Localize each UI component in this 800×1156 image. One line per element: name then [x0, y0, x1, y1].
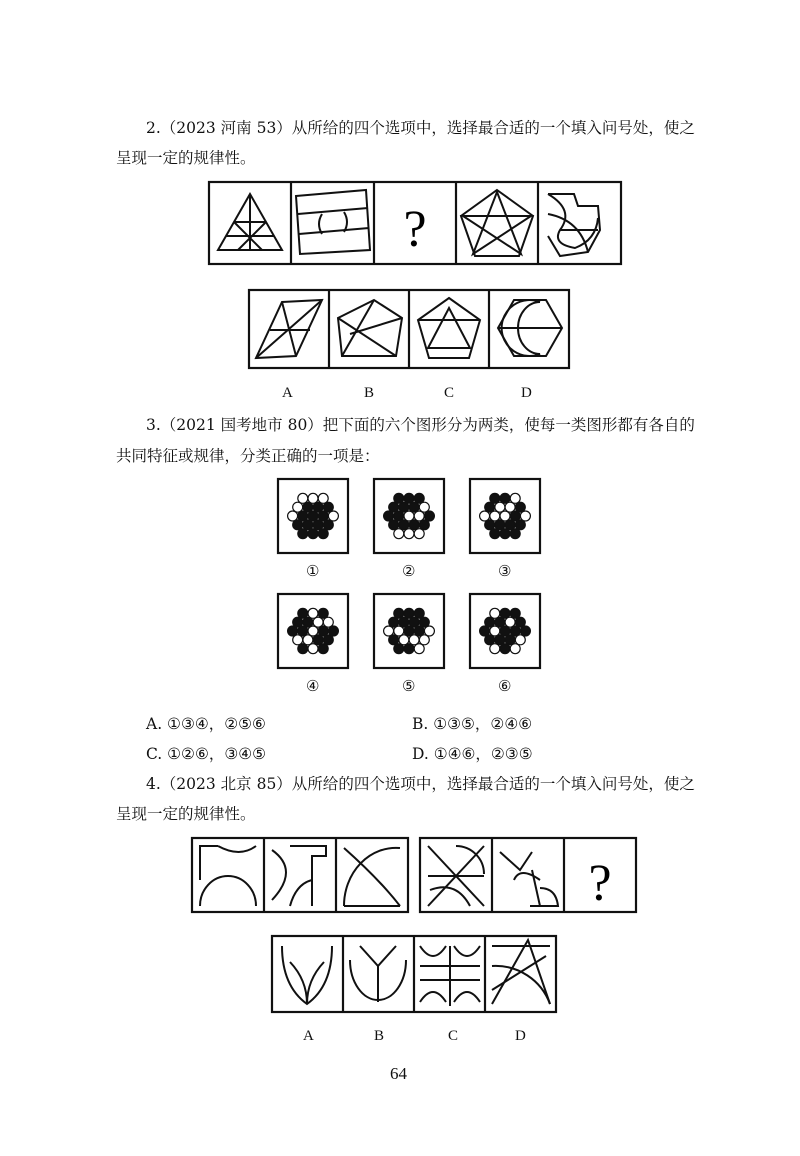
q3-label-3: ③: [498, 562, 512, 580]
q4-option-b-label[interactable]: B: [374, 1028, 385, 1044]
q4-option-a-label[interactable]: A: [303, 1028, 314, 1044]
q3-label-5: ⑤: [402, 677, 416, 695]
q4-option-d-figure: [492, 940, 550, 1004]
q4-option-b-figure: [350, 946, 406, 1002]
q4-option-c-figure: [420, 946, 480, 1006]
q3-choice-b[interactable]: B. ①③⑤，②④⑥: [412, 715, 533, 733]
page-number: 64: [390, 1064, 407, 1083]
q4-fig1: [200, 846, 256, 906]
q3-stem-line2: 共同特征或规律，分类正确的一项是：: [116, 447, 380, 465]
q4-option-c-label[interactable]: C: [448, 1028, 459, 1044]
q4-stem-line2: 呈现一定的规律性。: [116, 805, 256, 823]
q3-label-2: ②: [402, 562, 416, 580]
q4-fig4: [428, 846, 484, 906]
q2-question-mark: ?: [403, 201, 427, 258]
q4-fig3: [344, 848, 400, 906]
q2-option-a-label[interactable]: A: [282, 385, 293, 401]
q2-option-b-label[interactable]: B: [364, 385, 375, 401]
q4-question-mark: ?: [588, 855, 612, 912]
q2-stem-line1: 2.（2023 河南 53）从所给的四个选项中，选择最合适的一个填入问号处，使之: [146, 119, 695, 137]
q4-fig5: [500, 852, 558, 906]
q3-stem-line1: 3.（2021 国考地市 80）把下面的六个图形分为两类，使每一类图形都有各自的: [146, 416, 695, 434]
q2-stem-line2: 呈现一定的规律性。: [116, 149, 256, 167]
q3-choice-c[interactable]: C. ①②⑥，③④⑤: [146, 745, 267, 763]
q3-label-6: ⑥: [498, 677, 512, 695]
q2-option-c-label[interactable]: C: [444, 385, 455, 401]
q3-label-1: ①: [306, 562, 320, 580]
q4-option-d-label[interactable]: D: [515, 1028, 526, 1044]
q2-option-d-label[interactable]: D: [521, 385, 532, 401]
q4-fig2: [272, 846, 326, 906]
q4-stem-line1: 4.（2023 北京 85）从所给的四个选项中，选择最合适的一个填入问号处，使之: [146, 775, 695, 793]
q4-option-a-figure: [282, 946, 332, 1004]
q3-choice-a[interactable]: A. ①③④，②⑤⑥: [146, 715, 266, 733]
q3-label-4: ④: [306, 677, 320, 695]
q3-choice-d[interactable]: D. ①④⑥，②③⑤: [412, 745, 533, 763]
